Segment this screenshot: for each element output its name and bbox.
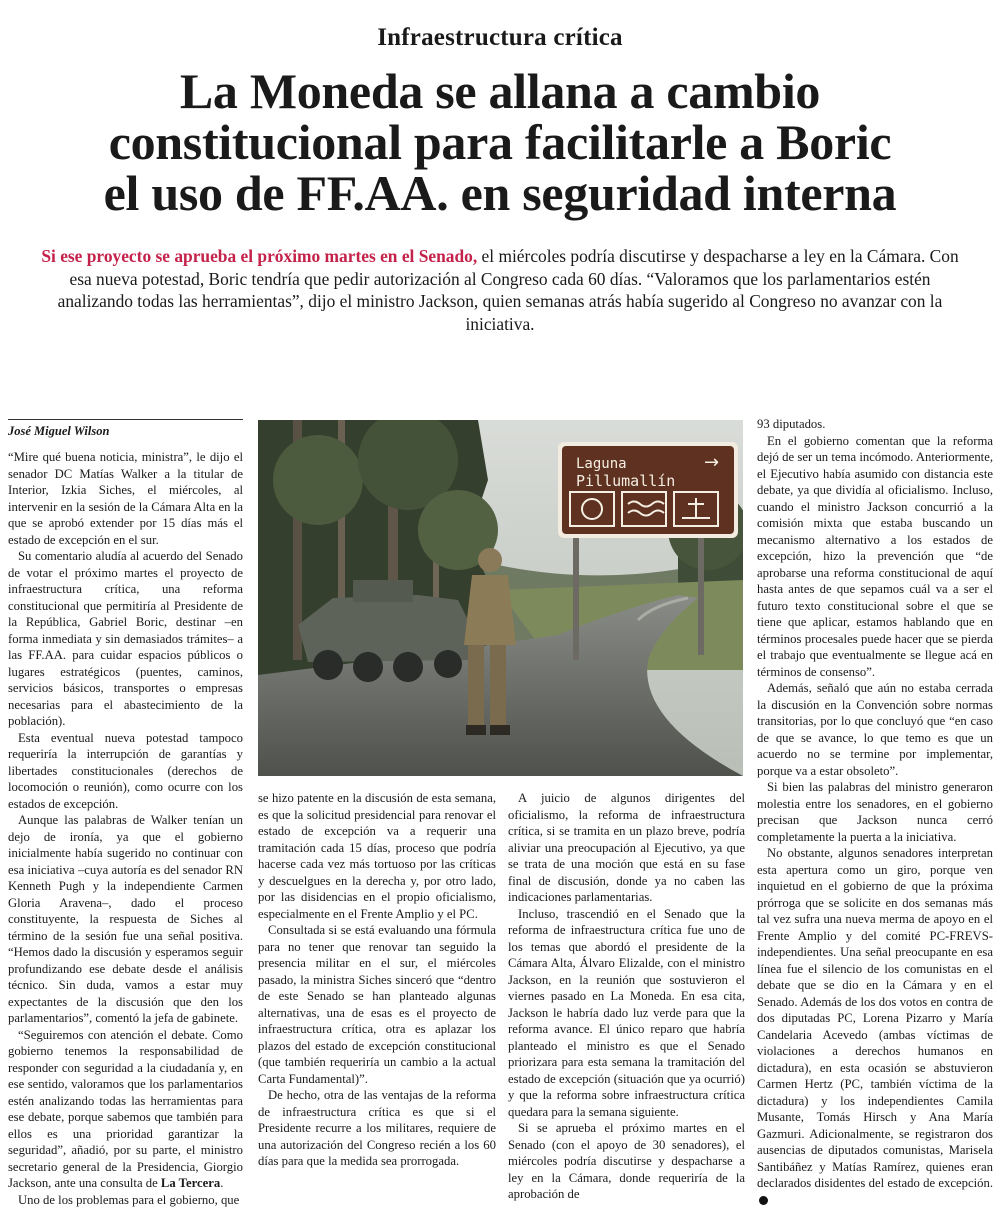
byline: José Miguel Wilson xyxy=(8,424,109,439)
body-paragraph xyxy=(757,845,993,1208)
end-of-article-icon xyxy=(759,1196,768,1205)
body-text: “Seguiremos con atención el debate. Como gobierno tenemos la responsabilidad de responder con seguridad a la ciudadanía y, en ese sentido, valoramos que los parlamentarios estén analizando todas las herramientas para ese debate, porque sabemos que también para ellos es una prioridad garantizar la seguridad”, añadió, por su parte, el ministro secretario general de la Presidencia, Giorgio Jackson, ante una consulta de xyxy=(8,1028,243,1191)
sign-arrow-icon: → xyxy=(704,452,719,473)
body-paragraph xyxy=(8,1027,243,1192)
body-paragraph: En el gobierno comentan que la reforma dejó de ser un tema incómodo. Anteriormente, el Ejecutivo había asumido con distancia este debate, ya que dividía al oficialismo. Incluso, cuando el ministro Jackson concurrió a la comisión mixta que estaba buscando un mecanismo alternativo a los estados de excepción, hizo la prevención que “de aprobarse una reforma constitucional de aquí hasta antes de que sepamos cuál va a ser el futuro texto constitucional sobre el que se tiene que aplicar, estamos hablando que en términos procesales puede hacer que se pierda el trabajo que eventualmente se llegue acá en términos de consenso”. xyxy=(757,433,993,681)
body-paragraph: A juicio de algunos dirigentes del oficialismo, la reforma de infraestructura crítica, si se tramita en un plazo breve, podría aliviar una preocupación al Ejecutivo, ya que se trata de una moción que está en su fase final de discusión, donde ya no caben las indicaciones parlamentarias. xyxy=(508,790,745,906)
sign-text: Pillumallín xyxy=(576,472,675,490)
body-column-2 xyxy=(258,790,496,1170)
body-paragraph: Aunque las palabras de Walker tenían un dejo de ironía, ya que el gobierno inicialmente había sugerido no continuar con esa iniciativa –cuya autoría es del senador RN Kenneth Pugh y la independiente Carmen Gloria Aravena–, dado el proceso constituyente, la respuesta de Siches al término de la sesión fue una señal positiva. “Hemos dado la discusión y esperamos seguir profundizando ese debate desde el análisis técnico. Sin duda, vamos a estar muy expectantes de la discusión que den los parlamentarios”, comentó la jefa de gabinete. xyxy=(8,812,243,1027)
body-column-1 xyxy=(8,449,243,1208)
photo-illustration xyxy=(258,420,743,776)
body-paragraph: “Mire qué buena noticia, ministra”, le dijo el senador DC Matías Walker a la titular de Interior, Izkia Siches, el miércoles, al intervenir en la sesión de la Cámara Alta en la que se aprobó extender por 15 días más el estado de excepción en el sur. xyxy=(8,449,243,548)
body-paragraph: 93 diputados. xyxy=(757,416,993,433)
byline-rule xyxy=(8,419,243,420)
headline xyxy=(30,66,970,219)
body-column-4 xyxy=(757,416,993,1208)
body-paragraph: Consultada si se está evaluando una fórmula para no tener que renovar tan seguido la presencia militar en el sur, el miércoles pasado, la ministra Siches sinceró que “dentro de este Senado se han planteado algunas alternativas, una de esas es el proyecto de infraestructura crítica, otra es aplazar los plazos del estado de excepción constitucional (que también requeriría un cambio a la actual Carta Fundamental)”. xyxy=(258,922,496,1087)
headline-line: La Moneda se allana a cambio xyxy=(30,66,970,117)
newspaper-brand: La Tercera xyxy=(161,1176,220,1190)
body-text: No obstante, algunos senadores interpretan esta apertura como un giro, porque ven inquietud en el gobierno de que la próxima prórroga que se solicite en dos semanas más tal vez sufra una nueva merma de apoyo en el Frente Amplio y del comité PC-FREVS-independientes. Una señal preocupante en esa línea fue el silencio de los comunistas en el debate que se dio en la Cámara y en el Senado. Además de los dos votos en contra de dos diputadas PC, Lorena Pizarro y María Candelaria Acevedo (ambas víctimas de violaciones a derechos humanos en dictadura), en esta ocasión se abstuvieron Carmen Hertz (PC, también víctima de la dictadura) y los independientes Camila Musante, Tomás Hirsch y Ana María Gazmuri. Adicionalmente, se registraron dos ausencias de diputados comunistas, Marisela Santibáñez y Matías Ramírez, quienes eran declarados disidentes del estado de excepción. xyxy=(757,846,993,1190)
headline-line: constitucional para facilitarle a Boric xyxy=(30,117,970,168)
body-paragraph: Su comentario aludía al acuerdo del Senado de votar el próximo martes el proyecto de infraestructura crítica, una reforma constitucional que permitiría al Presidente de la República, Gabriel Boric, destinar –en forma inmediata y sin demasiados trámites– a las FF.AA. para cuidar espacios públicos o lugares estratégicos (puentes, caminos, servicios básicos, transportes o empresas necesarias para el abastecimiento de la población). xyxy=(8,548,243,730)
section-kicker: Infraestructura crítica xyxy=(0,24,1000,52)
body-paragraph: se hizo patente en la discusión de esta semana, es que la solicitud presidencial para renovar el estado de excepción va a requerir una tramitación cada 15 días, proceso que podría hacerse cada vez más tortuoso por las críticas y descuelgues en la derecha y, por otro lado, por las disidencias en el propio oficialismo, especialmente en el Frente Amplio y el PC. xyxy=(258,790,496,922)
news-photo xyxy=(258,420,743,776)
body-paragraph: Incluso, trascendió en el Senado que la reforma de infraestructura crítica fue uno de los temas que abordó el presidente de la Cámara Alta, Álvaro Elizalde, con el ministro Jackson, en la reunión que sostuvieron el viernes pasado en La Moneda. En esa cita, Jackson le habría dado luz verde para que la reforma avance. El único reparo que habría planteado el ministro es que el Senado priorizara para esta semana la tramitación del estado de excepción (situación que ya ocurrió) y que la reforma sobre infraestructura crítica quedara para la semana siguiente. xyxy=(508,906,745,1121)
body-paragraph: Además, señaló que aún no estaba cerrada la discusión en la Convención sobre normas transitorias, por lo que concluyó que “en caso de que se avance, lo que temo es que un acuerdo no se termine por implementar, porque va a estar obsoleto”. xyxy=(757,680,993,779)
body-text: . xyxy=(220,1176,223,1190)
body-paragraph: Uno de los problemas para el gobierno, que xyxy=(8,1192,243,1208)
body-paragraph: Si se aprueba el próximo martes en el Senado (con el apoyo de 30 senadores), el miércoles podría discutirse y despacharse a ley en la Cámara, donde requeriría de la aprobación de xyxy=(508,1120,745,1203)
body-column-3 xyxy=(508,790,745,1203)
lead-paragraph xyxy=(40,245,960,335)
body-paragraph: De hecho, otra de las ventajas de la reforma de infraestructura crítica es que si el Presidente recurre a los militares, requiere de una autorización del Congreso recién a los 60 días para que la medida sea prorrogada. xyxy=(258,1087,496,1170)
sign-text: Laguna xyxy=(576,456,627,472)
lead-text: el miércoles podría discutirse y despacharse a ley en la Cámara. Con esa nueva potestad, Boric tendría que pedir autorización al Congreso cada 60 días. “Valoramos que los parlamentarios estén analizando todas las herramientas”, dijo el ministro Jackson, quien semanas atrás había sugerido al Congreso no avanzar con la iniciativa. xyxy=(58,246,959,334)
headline-line: el uso de FF.AA. en seguridad interna xyxy=(30,168,970,219)
body-paragraph: Si bien las palabras del ministro generaron molestia entre los senadores, en el gobierno precisan que Jackson nunca cerró completamente la puerta a la iniciativa. xyxy=(757,779,993,845)
body-paragraph: Esta eventual nueva potestad tampoco requeriría la interrupción de garantías y libertades constitucionales (derechos de locomoción o reunión), como ocurre con los estados de excepción. xyxy=(8,730,243,813)
lead-highlight: Si ese proyecto se aprueba el próximo martes en el Senado, xyxy=(41,246,477,266)
